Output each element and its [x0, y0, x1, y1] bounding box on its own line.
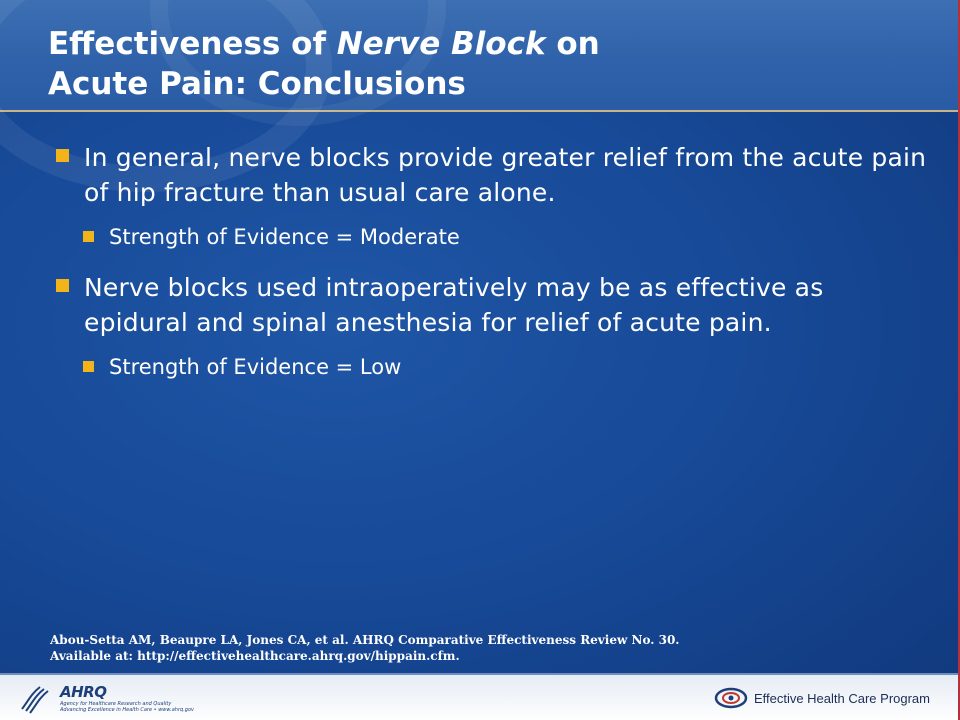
bullet-item	[52, 140, 932, 210]
sub-bullet-item	[52, 222, 932, 252]
square-bullet-icon	[83, 361, 94, 372]
footer-bar	[0, 673, 958, 720]
sub-bullet-item	[52, 352, 932, 382]
bullet-item	[52, 270, 932, 340]
citation-line2: Available at: http://effectivehealthcare.ahrq.gov/hippain.cfm.	[50, 649, 460, 663]
bullet-list	[52, 140, 932, 400]
ehc-program-logo	[714, 687, 930, 709]
ahrq-tagline-2: Advancing Excellence in Health Care • www.ahrq.gov	[60, 707, 194, 713]
sub-bullet-text: Strength of Evidence = Moderate	[109, 225, 460, 249]
title-part1: Effectiveness of	[48, 26, 337, 62]
ahrq-name: AHRQ	[60, 683, 107, 701]
citation-line1: Abou-Setta AM, Beaupre LA, Jones CA, et al. AHRQ Comparative Effectiveness Review No. 30.	[50, 633, 680, 647]
square-bullet-icon	[56, 279, 69, 292]
slide-title	[48, 24, 908, 104]
bullet-text: In general, nerve blocks provide greater relief from the acute pain of hip fracture than usual care alone.	[84, 143, 927, 207]
ahrq-tagline: Agency for Healthcare Research and Quality	[60, 701, 172, 707]
title-emphasis: Nerve Block	[336, 26, 546, 62]
title-part2: on	[545, 26, 600, 62]
title-bar	[0, 0, 958, 112]
ehc-swirl-logo-icon	[714, 687, 748, 709]
ahrq-logo	[60, 683, 194, 713]
citation	[50, 632, 679, 664]
square-bullet-icon	[83, 231, 94, 242]
bullet-text: Nerve blocks used intraoperatively may be as effective as epidural and spinal anesthesia for relief of acute pain.	[84, 273, 824, 337]
program-name: Effective Health Care Program	[753, 690, 930, 706]
hhs-eagle-logo-icon	[18, 683, 54, 715]
title-line2: Acute Pain: Conclusions	[48, 66, 466, 102]
square-bullet-icon	[56, 149, 69, 162]
sub-bullet-text: Strength of Evidence = Low	[109, 355, 402, 379]
